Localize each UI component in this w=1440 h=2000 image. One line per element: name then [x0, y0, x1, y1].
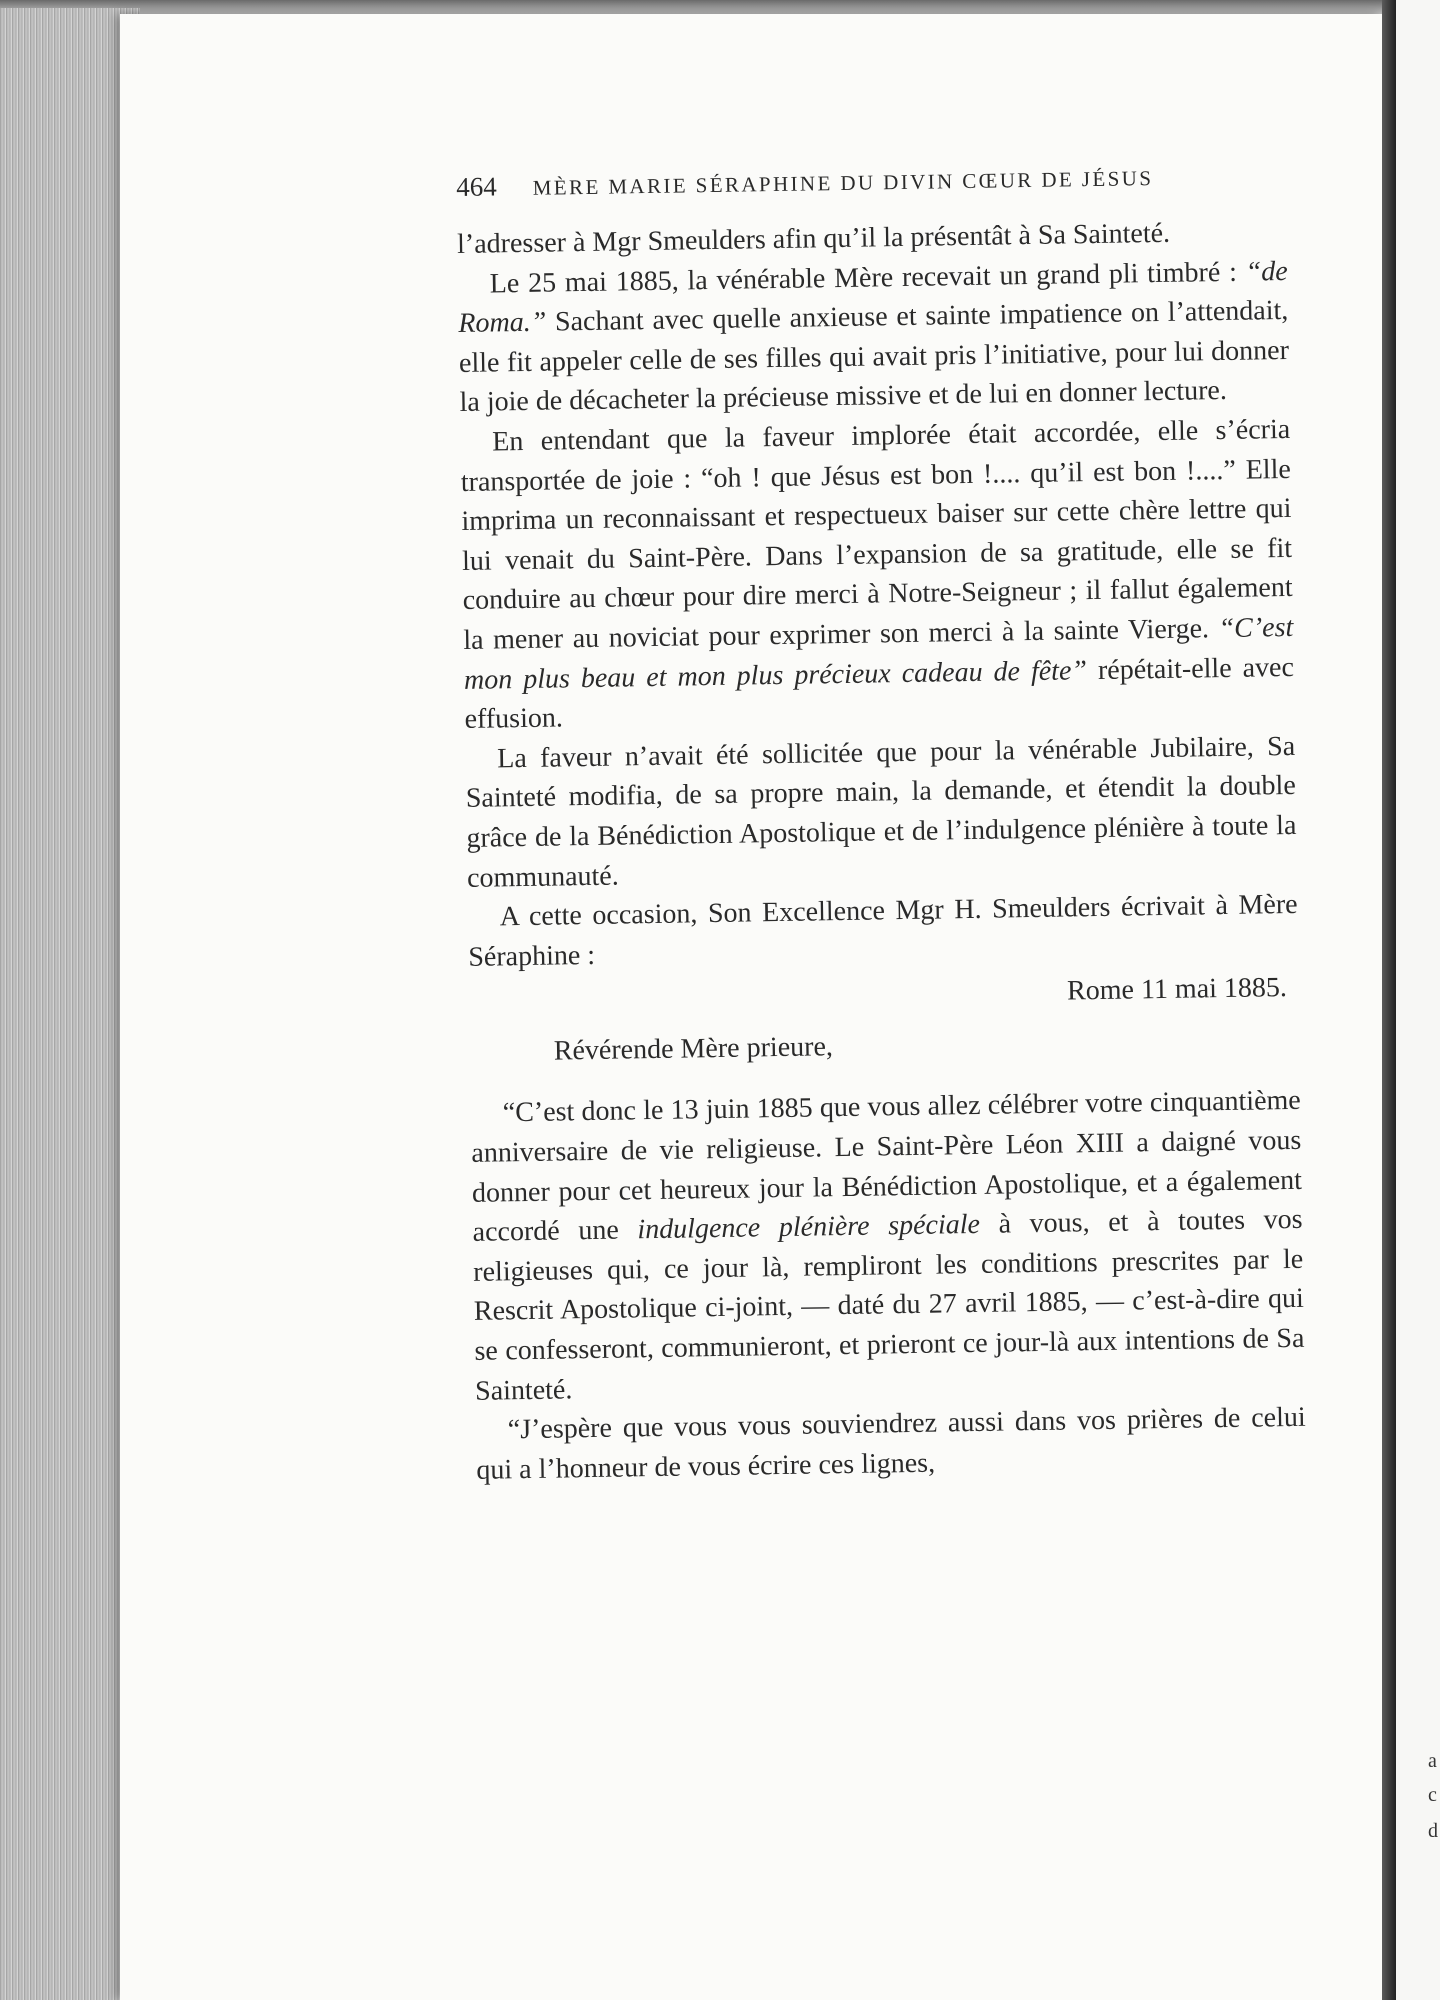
paragraph [457, 252, 1289, 423]
paragraph-text: La faveur n’avait été sollicitée que pour la vénérable Jubilaire, Sa Sainteté modifia, de sa propre main, la demande, et étendit la double grâce de la Bénédiction Apostolique et de l’indulgence plénière à toute la communauté. [465, 730, 1297, 894]
letter-paragraph [470, 1081, 1305, 1411]
page-text-block [456, 159, 1307, 1490]
paragraph-text: répétait-elle avec effusion. [464, 651, 1295, 736]
running-title: MÈRE MARIE SÉRAPHINE DU DIVIN CŒUR DE JÉSUS [532, 166, 1154, 200]
page-stack-edge [0, 8, 140, 2000]
italic-quote: “C’est mon plus beau et mon plus précieux cadeau de fête” [463, 611, 1294, 696]
paragraph-text: Le 25 mai 1885, la vénérable Mère recevait un grand pli timbré : [489, 256, 1246, 300]
paragraph [460, 410, 1295, 740]
facing-page-fragment: a [1428, 1750, 1437, 1772]
paragraph-text: En entendant que la faveur implorée était accordée, elle s’écria transportée de joie : “oh ! que Jésus est bon !.... qu’il est bon !....” Elle imprima un reconnaissant et respectueux baiser sur cette chère lettre qui lui venait du Saint-Père. Dans l’expansion de sa gratitude, elle se fit conduire au chœur pour dire merci à Notre-Seigneur ; il fallut également la mener au noviciat pour exprimer son merci à la sainte Vierge. [460, 413, 1293, 656]
letter-dateline: Rome 11 mai 1885. [1066, 972, 1288, 1007]
paragraph-text: A cette occasion, Son Excellence Mgr H. Smeulders écrivait à Mère Séraphine : [468, 888, 1298, 973]
paragraph-text: l’adresser à Mgr Smeulders afin qu’il la présentât à Sa Sainteté. [456, 217, 1171, 260]
paragraph [465, 727, 1297, 898]
paragraph-text: à vous, et à toutes vos religieuses qui, ce jour là, rempliront les conditions prescrites par le Rescrit Apostolique ci-joint, — daté du 27 avril 1885, — c’est-à-dire qui se confesseront, communieront, et prieront ce jour-là aux intentions de Sa Sainteté. [473, 1204, 1305, 1407]
paragraph [467, 885, 1298, 977]
letter-salutation: Révérende Mère prieure, [553, 1031, 834, 1067]
page-number: 464 [456, 171, 497, 202]
paragraph-text: Sachant avec quelle anxieuse et sainte impatience on l’attendait, elle fit appeler celle de ses filles qui avait pris l’initiative, pour lui donner la joie de décacheter la précieuse missive et de lui en donner lecture. [458, 295, 1290, 419]
paragraph-text: “J’espère que vous vous souviendrez aussi dans vos prières de celui qui a l’honneur de vous écrire ces lignes, [476, 1402, 1306, 1486]
facing-page-edge [1396, 0, 1440, 2000]
facing-page-fragment: c [1428, 1784, 1437, 1806]
gutter-shadow [1382, 0, 1396, 2000]
letter-paragraph [475, 1398, 1306, 1490]
paragraph-text: “C’est donc le 13 juin 1885 que vous allez célébrer votre cinquantième anniversaire de vie religieuse. Le Saint-Père Léon XIII a daigné vous donner pour cet heureux jour la Bénédiction Apostolique, et a également accordé une [471, 1085, 1303, 1249]
italic-quote: “de Roma.” [458, 255, 1288, 340]
italic-phrase: indulgence plénière spéciale [637, 1209, 981, 1246]
facing-page-fragment: d [1428, 1820, 1438, 1842]
